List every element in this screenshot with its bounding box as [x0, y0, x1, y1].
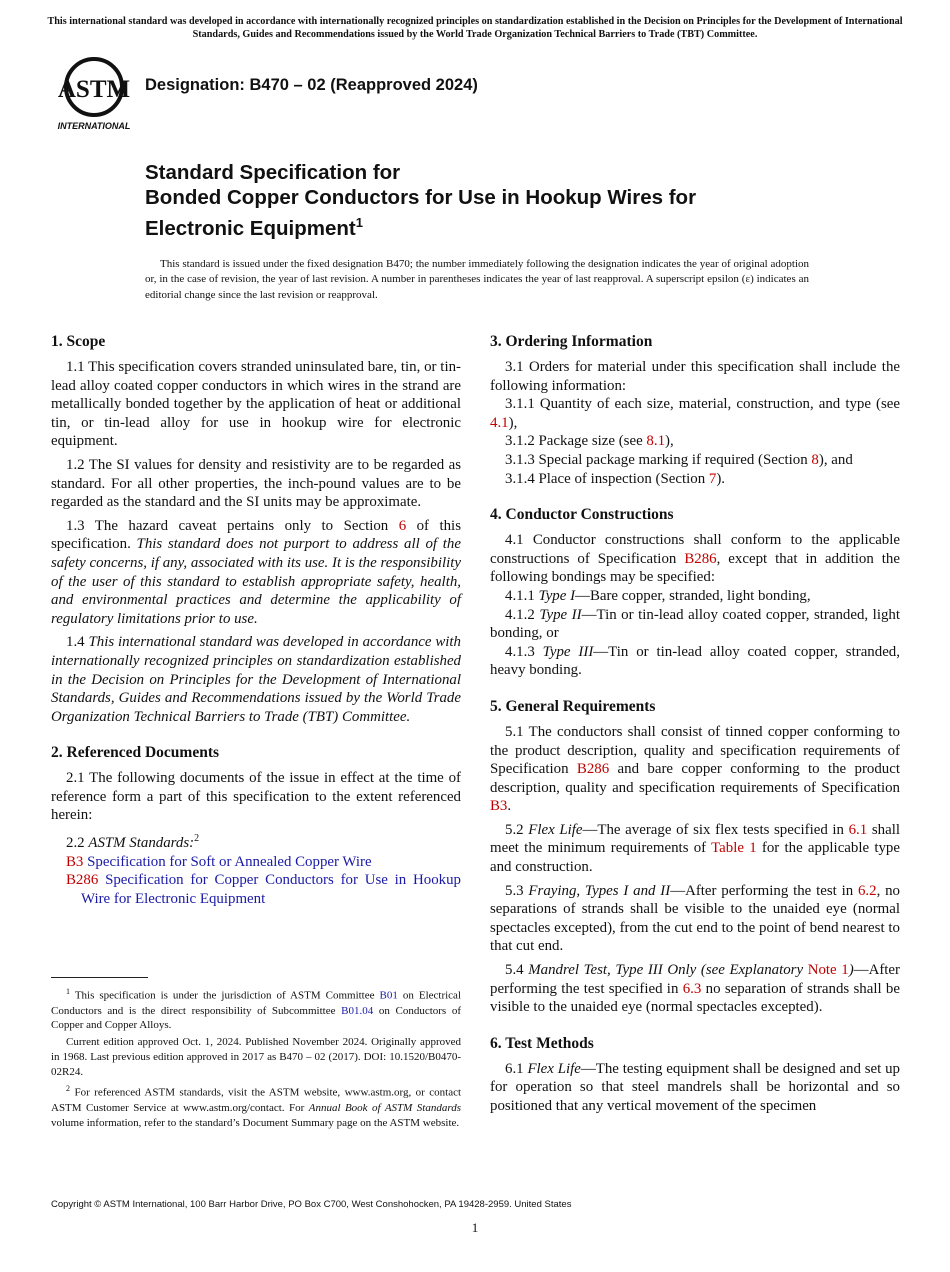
link-note-1[interactable]: Note 1 [807, 962, 849, 979]
para-4-1-1: 4.1.1 Type I—Bare copper, stranded, light bonding, [505, 587, 811, 604]
footnote-rule [51, 977, 148, 978]
footnote-1: $^1$ This specification is under the jurisdiction of ASTM Committee B01 on Electrical Conductors and is the direct responsibility of Subcommittee B01.04 on Conductors of Copper and Copper Alloys. [51, 987, 461, 1032]
para-5-4: 5.4 Mandrel Test, Type III Only (see Explanatory Note 1)—After performing the test specified in 6.3 no separation of strands shall be visible to the unaided eye (normal spectacles excepted). [490, 962, 900, 1016]
link-b3-5-1[interactable]: B3 [490, 798, 508, 815]
issue-note: This standard is issued under the fixed designation B470; the number immediately following the designation indicates the year of original adoption or, in the case of revision, the year of last revision. A number in parentheses indicates the year of last reapproval. A superscript epsilon (ε) indicates an editorial change since the last revision or reapproval. [145, 258, 809, 301]
para-5-3: 5.3 Fraying, Types I and II—After performing the test in 6.2, no separations of strands shall be visible to the unaided eye (normal spectacles excepted), from the cut end to the point of bend nearest to that cut end. [490, 882, 900, 955]
section-5-heading: 5. General Requirements [490, 697, 656, 715]
title-line-3: Electronic Equipment [145, 216, 356, 240]
para-3-1-2: 3.1.2 Package size (see 8.1), [505, 433, 674, 450]
para-1-4: 1.4 This international standard was developed in accordance with internationally recognized principles on standardization established in the Decision on Principles for the Development of International Standards, Guides and Recommendations issued by the World Trade Organization Technical Barriers to Trade (TBT) Committee. [51, 634, 462, 725]
para-3-1-4: 3.1.4 Place of inspection (Section 7). [505, 470, 726, 487]
link-6-3[interactable]: 6.3 [682, 980, 702, 997]
para-1-1: 1.1 This specification covers stranded uninsulated bare, tin, or tin-lead alloy coated copper conductors in which wires in the strand are metallically bonded together by the application of heat or additional tin, or tin-lead alloy for use in hookup wire for electronic equipment. [51, 359, 461, 450]
right-column [490, 332, 900, 1121]
para-4-1-2: 4.1.2 Type II—Tin or tin-lead alloy coated copper, stranded, light bonding, or [490, 606, 900, 642]
section-3-heading: 3. Ordering Information [490, 333, 653, 350]
para-5-1: 5.1 The conductors shall consist of tinned copper conforming to the product description, quality and specification requirements of Specification B286 and bare copper conforming to the product description, quality and specification requirements of Specification B3. [490, 723, 900, 815]
para-6-1: 6.1 Flex Life—The testing equipment shall be designed and set up for operation so that steel mandrels shall be horizontal and so positioned that any vertical movement of the specimen [490, 1060, 901, 1114]
link-section-8[interactable]: 8 [811, 451, 819, 468]
link-b286-4-1[interactable]: B286 [684, 550, 717, 567]
astm-logo [53, 55, 135, 133]
left-column [51, 332, 461, 908]
link-6-1[interactable]: 6.1 [848, 821, 868, 838]
link-6-2[interactable]: 6.2 [857, 882, 877, 899]
tbt-notice: This international standard was developed in accordance with internationally recognized principles on standardization established in the Decision on Principles for the Development of International Standards, Guides and Recommendations issued by the World Trade Organization Technical Barriers to Trade (TBT) Committee. [47, 16, 903, 40]
link-8-1[interactable]: 8.1 [646, 433, 666, 450]
section-6-heading: 6. Test Methods [490, 1034, 594, 1052]
para-4-1: 4.1 Conductor constructions shall conform to the applicable constructions of Specification B286, except that in addition the following bondings may be specified: [490, 532, 900, 586]
astm-logo-letters: ASTM [57, 76, 131, 103]
link-b01-04[interactable]: B01.04 [341, 1004, 374, 1017]
copyright-line: Copyright © ASTM International, 100 Barr Harbor Drive, PO Box C700, West Conshohocken, PA 19428-2959. United States [51, 1199, 572, 1210]
footnote-2: $^2$ For referenced ASTM standards, visit the ASTM website, www.astm.org, or contact ASTM Customer Service at www.astm.org/contact. For Annual Book of ASTM Standards volume information, refer to the standard’s Document Summary page on the ASTM website. [51, 1084, 462, 1129]
para-3-1-3: 3.1.3 Special package marking if required (Section 8), and [505, 451, 853, 468]
reference-b3[interactable]: B3 Specification for Soft or Annealed Copper Wire [66, 853, 372, 870]
footnote-1-edition: Current edition approved Oct. 1, 2024. Published November 2024. Originally approved in 1968. Last previous edition approved in 2017 as B470 – 02 (2017). DOI: 10.1520/B0470-02R24. [51, 1036, 461, 1079]
reference-b286[interactable]: B286 Specification for Copper Conductors for Use in Hookup Wire for Electronic Equipment [66, 872, 461, 907]
para-2-2: 2.2 ASTM Standards:$^2$ [66, 833, 200, 852]
para-3-1: 3.1 Orders for material under this specification shall include the following information: [490, 359, 900, 394]
para-1-3: 1.3 The hazard caveat pertains only to Section 6 of this specification. This standard does not purport to address all of the safety concerns, if any, associated with its use. It is the responsibility of the user of this standard to establish appropriate safety, health, and environmental practices and determine the applicability of regulatory limitations prior to use. [51, 517, 461, 627]
page-number: 1 [471, 1220, 479, 1235]
link-4-1[interactable]: 4.1 [490, 414, 509, 431]
link-b01[interactable]: B01 [379, 989, 398, 1002]
link-table-1[interactable]: Table 1 [711, 840, 757, 857]
title-footnote-mark: 1 [355, 215, 363, 230]
para-1-2: 1.2 The SI values for density and resistivity are to be regarded as standard. For all other properties, the inch-pound values are to be regarded as the standard and the SI units may be approximate. [51, 456, 461, 511]
section-4-heading: 4. Conductor Constructions [490, 506, 674, 524]
title-line-1: Standard Specification for [145, 161, 401, 184]
designation: Designation: B470 – 02 (Reapproved 2024) [145, 76, 478, 94]
link-section-6[interactable]: 6 [398, 517, 407, 534]
astm-logo-caption: INTERNATIONAL [57, 121, 131, 131]
section-1-heading: 1. Scope [51, 333, 106, 350]
document-title [145, 160, 865, 241]
link-section-7[interactable]: 7 [708, 470, 717, 487]
para-3-1-1: 3.1.1 Quantity of each size, material, construction, and type (see 4.1), [490, 396, 900, 431]
link-b286-5-1[interactable]: B286 [576, 761, 610, 778]
title-line-2: Bonded Copper Conductors for Use in Hookup Wires for [145, 186, 697, 209]
section-2-heading: 2. Referenced Documents [51, 744, 220, 762]
footnotes [51, 985, 461, 1132]
para-5-2: 5.2 Flex Life—The average of six flex tests specified in 6.1 shall meet the minimum requirements of Table 1 for the applicable type and construction. [490, 821, 900, 876]
para-4-1-3: 4.1.3 Type III—Tin or tin-lead alloy coated copper, stranded, heavy bonding. [490, 643, 900, 679]
para-2-1: 2.1 The following documents of the issue in effect at the time of reference form a part of this specification to the extent referenced herein: [51, 770, 461, 824]
